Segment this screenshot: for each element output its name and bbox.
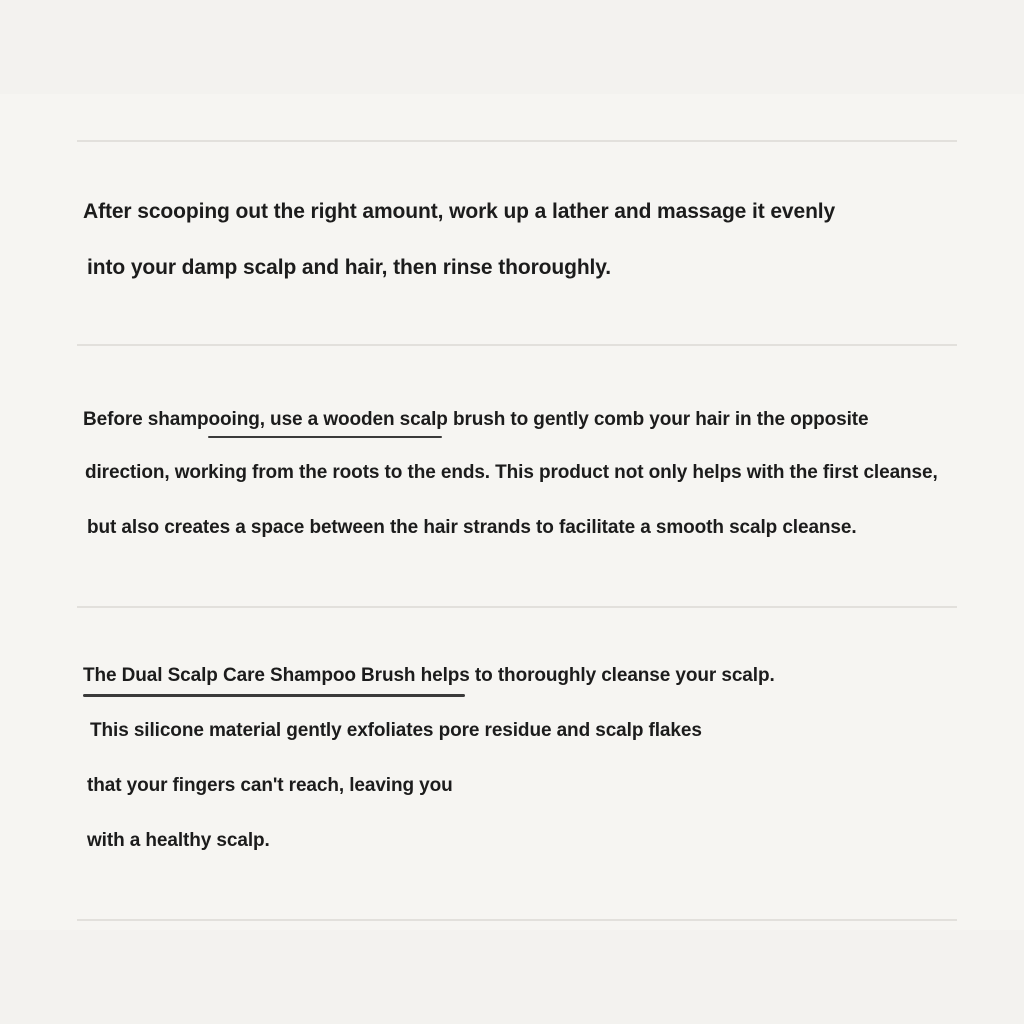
section3-line-1: The Dual Scalp Care Shampoo Brush helps to thoroughly cleanse your scalp. [83, 665, 775, 686]
section3-line-4: with a healthy scalp. [87, 830, 270, 851]
section2-line-3: but also creates a space between the hair strands to facilitate a smooth scalp cleanse. [87, 517, 857, 538]
section1-line-1: After scooping out the right amount, work up a lather and massage it evenly [83, 200, 836, 223]
divider [77, 919, 957, 921]
highlight-stroke [208, 436, 442, 438]
section2-line-1: Before shampooing, use a wooden scalp brush to gently comb your hair in the opposite [83, 409, 869, 430]
section1-line-2: into your damp scalp and hair, then rinse thoroughly. [87, 256, 612, 279]
highlight-stroke [83, 694, 465, 697]
section3-line-2: This silicone material gently exfoliates pore residue and scalp flakes [90, 720, 702, 741]
divider [77, 140, 957, 142]
section3-line-3: that your fingers can't reach, leaving you [87, 775, 453, 796]
divider [77, 344, 957, 346]
section2-line-2: direction, working from the roots to the ends. This product not only helps with the first cleanse, [85, 462, 938, 483]
divider [77, 606, 957, 608]
